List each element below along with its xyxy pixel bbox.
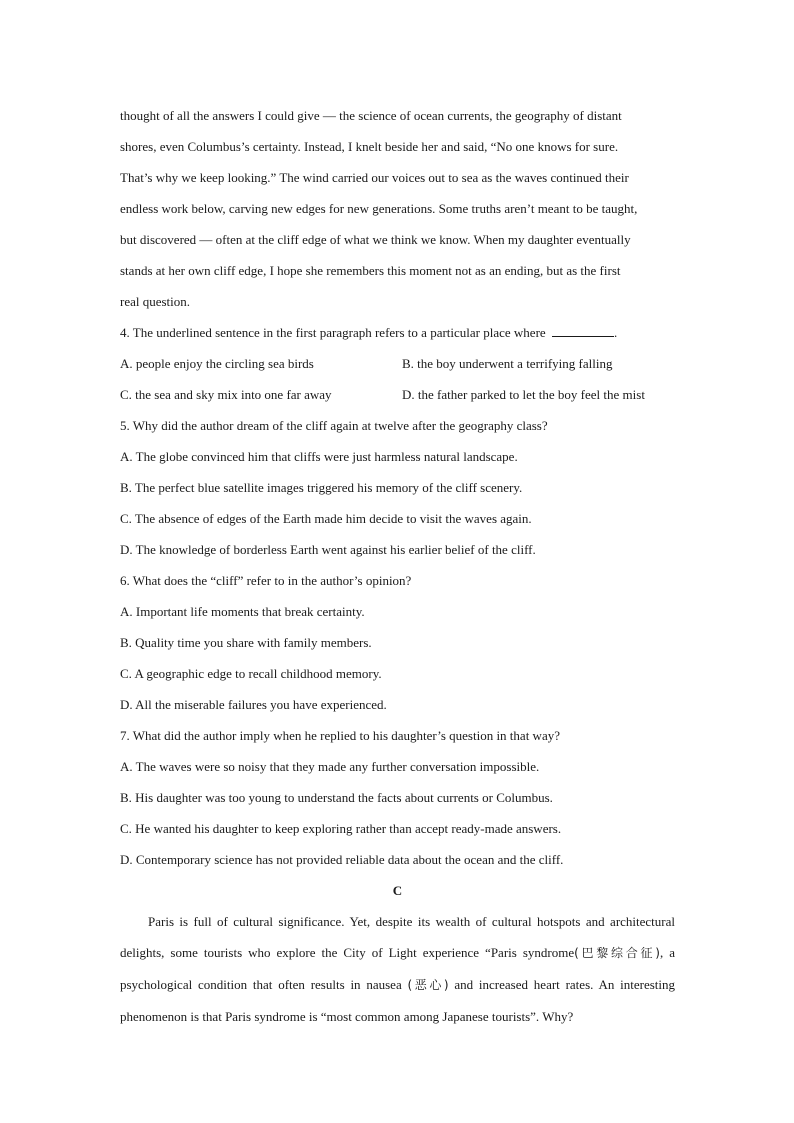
passage-c-paragraph: Paris is full of cultural significance. Yet, despite its wealth of cultural hotspots and architectural delights, some tourists who explore the City of Light experience “Paris syndrome(巴黎综合征), a psychological condition that often results in nausea (恶心) and increased heart rates. An interesting phenomenon is that Paris syndrome is “most common among Japanese tourists”. Why?	[120, 914, 676, 1024]
option-d[interactable]: D. the father parked to let the boy feel the mist	[402, 387, 645, 402]
option-a[interactable]: A. Important life moments that break certainty.	[120, 604, 365, 619]
chinese-gloss: (恶心)	[407, 978, 449, 992]
passage-line: real question.	[120, 294, 191, 309]
question-5	[120, 410, 675, 565]
passage-line: but discovered — often at the cliff edge of what we think we know. When my daughter eventually	[120, 232, 631, 247]
option-c[interactable]: C. the sea and sky mix into one far away	[120, 387, 332, 402]
option-a[interactable]: A. The waves were so noisy that they made any further conversation impossible.	[120, 759, 540, 774]
question-stem: 4. The underlined sentence in the first paragraph refers to a particular place where .	[120, 317, 675, 348]
passage-line: endless work below, carving new edges for new generations. Some truths aren’t meant to be taught,	[120, 201, 638, 216]
chinese-gloss: (巴黎综合征)	[574, 946, 660, 960]
passage-line: shores, even Columbus’s certainty. Instead, I knelt beside her and said, “No one knows for sure.	[120, 139, 619, 154]
question-4	[120, 317, 675, 410]
question-6	[120, 565, 675, 720]
passage-b-ending	[120, 100, 675, 317]
option-a[interactable]: A. people enjoy the circling sea birds	[120, 356, 314, 371]
answer-blank[interactable]	[552, 322, 614, 337]
option-b[interactable]: B. The perfect blue satellite images triggered his memory of the cliff scenery.	[120, 480, 523, 495]
option-d[interactable]: D. The knowledge of borderless Earth went against his earlier belief of the cliff.	[120, 542, 536, 557]
option-row	[120, 348, 675, 379]
option-d[interactable]: D. All the miserable failures you have experienced.	[120, 697, 387, 712]
option-b[interactable]: B. the boy underwent a terrifying falling	[402, 356, 613, 371]
option-a[interactable]: A. The globe convinced him that cliffs were just harmless natural landscape.	[120, 449, 518, 464]
question-stem: 7. What did the author imply when he replied to his daughter’s question in that way?	[120, 728, 560, 743]
option-d[interactable]: D. Contemporary science has not provided reliable data about the ocean and the cliff.	[120, 852, 564, 867]
option-b[interactable]: B. Quality time you share with family members.	[120, 635, 372, 650]
option-c[interactable]: C. The absence of edges of the Earth made him decide to visit the waves again.	[120, 511, 532, 526]
passage-line: stands at her own cliff edge, I hope she remembers this moment not as an ending, but as the first	[120, 263, 621, 278]
option-c[interactable]: C. He wanted his daughter to keep exploring rather than accept ready-made answers.	[120, 821, 562, 836]
option-c[interactable]: C. A geographic edge to recall childhood memory.	[120, 666, 382, 681]
option-b[interactable]: B. His daughter was too young to understand the facts about currents or Columbus.	[120, 790, 553, 805]
exam-page	[120, 100, 675, 1032]
section-heading: C	[392, 883, 403, 898]
question-stem: 6. What does the “cliff” refer to in the author’s opinion?	[120, 573, 412, 588]
passage-line: That’s why we keep looking.” The wind carried our voices out to sea as the waves continued their	[120, 170, 629, 185]
question-stem: 5. Why did the author dream of the cliff again at twelve after the geography class?	[120, 418, 548, 433]
question-7	[120, 720, 675, 875]
passage-line: thought of all the answers I could give — the science of ocean currents, the geography of distant	[120, 108, 622, 123]
option-row	[120, 379, 675, 410]
